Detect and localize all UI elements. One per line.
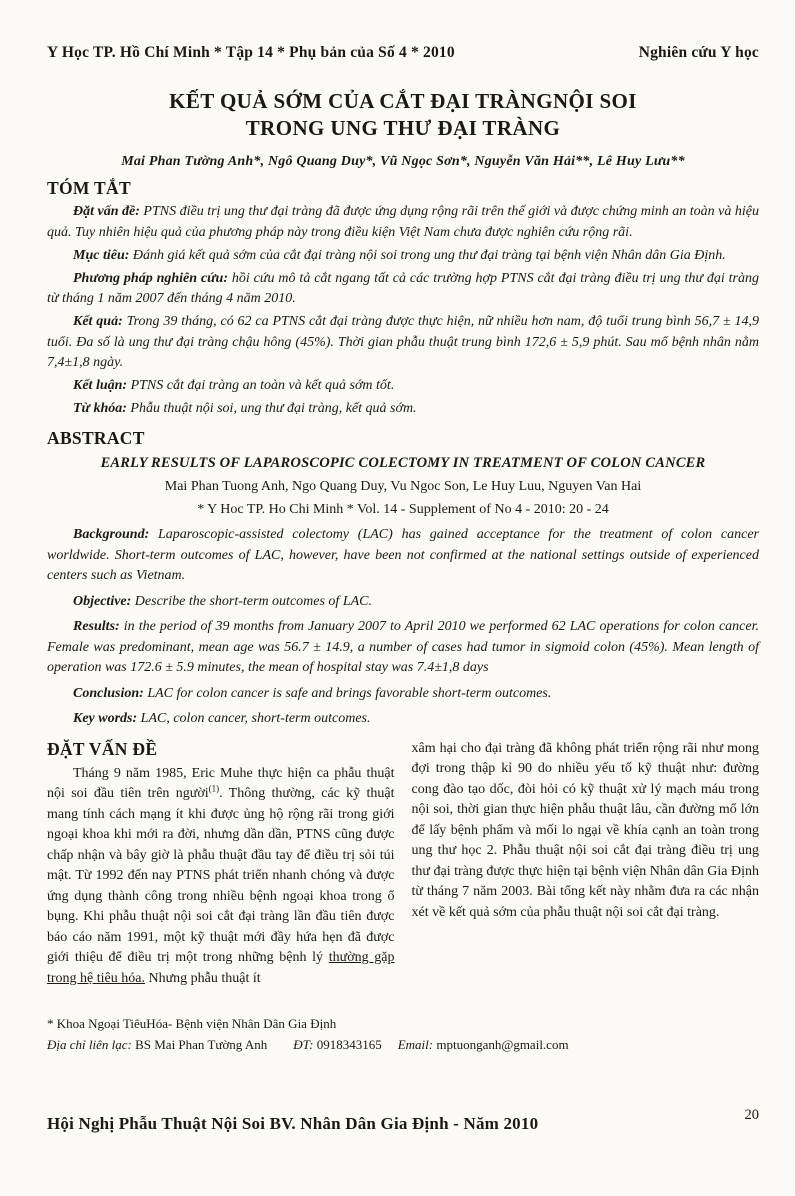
tomtat-paragraph <box>47 269 759 310</box>
intro-right-column <box>412 739 760 990</box>
footnote-contact <box>47 1034 759 1055</box>
paragraph-label: Conclusion: <box>73 685 144 701</box>
email-address: mptuonganh@gmail.com <box>436 1037 569 1052</box>
abstract-paragraph <box>47 592 759 613</box>
paragraph-label: Phương pháp nghiên cứu: <box>73 270 228 286</box>
paragraph-label: Mục tiêu: <box>73 247 130 263</box>
abstract-authors-english: Mai Phan Tuong Anh, Ngo Quang Duy, Vu Ngoc Son, Le Huy Luu, Nguyen Van Hai <box>164 479 642 494</box>
authors-line: Mai Phan Tường Anh*, Ngô Quang Duy*, Vũ Ngọc Sơn*, Nguyễn Văn Hải**, Lê Huy Lưu** <box>121 154 685 169</box>
paragraph-text: Đánh giá kết quả sớm của cắt đại tràng nội soi trong ung thư đại tràng tại bệnh viện Nhân dân Gia Định. <box>132 247 726 263</box>
article-title-line2: TRONG UNG THƯ ĐẠI TRÀNG <box>245 116 561 140</box>
abstract-paragraph <box>47 617 759 679</box>
email-label: Email: <box>397 1037 434 1052</box>
tomtat-paragraph <box>47 376 759 397</box>
intro-two-column-section <box>47 739 759 990</box>
abstract-citation: * Y Hoc TP. Ho Chi Minh * Vol. 14 - Supplement of No 4 - 2010: 20 - 24 <box>197 502 609 517</box>
page-footer <box>47 1107 759 1134</box>
paragraph-label: Từ khóa: <box>73 401 127 416</box>
tomtat-paragraph <box>47 312 759 374</box>
journal-section-label: Nghiên cứu Y học <box>638 44 759 61</box>
journal-citation: Y Học TP. Hồ Chí Minh * Tập 14 * Phụ bản của Số 4 * 2010 <box>47 44 455 61</box>
intro-text-part: Nhưng phẫu thuật ít <box>148 970 261 986</box>
conference-title: Hội Nghị Phẫu Thuật Nội Soi BV. Nhân Dân Gia Định - Năm 2010 <box>47 1114 539 1133</box>
paragraph-label: Objective: <box>73 593 132 609</box>
phone-label: ĐT: <box>293 1037 314 1052</box>
abstract-english-title: EARLY RESULTS OF LAPAROSCOPIC COLECTOMY IN TREATMENT OF COLON CANCER <box>100 455 706 471</box>
paragraph-text: hồi cứu mô tả cắt ngang tất cả các trường hợp PTNS cắt đại tràng điều trị ung thư đại tràng từ tháng 1 năm 2007 đến tháng 4 năm 2010. <box>47 270 760 306</box>
intro-paragraph-right: xâm hại cho đại tràng đã không phát triển rộng rãi như mong đợi trong thập kỉ 90 do nhiều yếu tố kỹ thuật như: đường cong đào tạo dốc, đòi hỏi có kỹ thuật xử lý mạch máu trong nội soi, thời gian thực hiện phẫu thuật lâu, cần đường mổ lớn để lấy bệnh phẩm và mối lo ngại về khía cạnh an toàn trong ung thư học 2. Phẫu thuật nội soi cắt đại tràng điều trị ung thư đại tràng được thực hiện tại bệnh viện Nhân dân Gia Định từ tháng 7 năm 2003. Bài tổng kết này nhằm đưa ra các nhận xét về kết quả sớm của phẫu thuật nội soi cắt đại tràng. <box>411 740 759 920</box>
paragraph-text: Phẫu thuật nội soi, ung thư đại tràng, kết quả sớm. <box>130 401 417 416</box>
contact-name: BS Mai Phan Tường Anh <box>135 1037 268 1052</box>
page-number: 20 <box>744 1107 759 1123</box>
paragraph-label: Background: <box>73 527 150 542</box>
paragraph-text: Describe the short-term outcomes of LAC. <box>134 593 372 609</box>
intro-left-column <box>47 739 395 990</box>
running-head <box>47 44 759 62</box>
reference-superscript: (1) <box>208 783 220 794</box>
paragraph-label: Đặt vấn đề: <box>73 204 140 219</box>
paragraph-text: LAC, colon cancer, short-term outcomes. <box>140 711 371 726</box>
abstract-paragraph <box>47 684 759 705</box>
footnotes-block <box>47 1013 759 1055</box>
paragraph-text: Laparoscopic-assisted colectomy (LAC) has gained acceptance for the treatment of colon cancer worldwide. Short-term outcomes of LAC, however, have been not confirmed at the national settings outside of experienced centers such as Vietnam. <box>47 527 759 583</box>
abstract-paragraph <box>47 709 759 730</box>
heading-tom-tat: TÓM TẮT <box>47 178 131 198</box>
paragraph-text: PTNS điều trị ung thư đại tràng đã được ứng dụng rộng rãi trên thế giới và được chứng minh an toàn và hiệu quả. Tuy nhiên hiệu quả của phương pháp này trong điều kiện Việt Nam chưa được nghiên cứu rộng rãi. <box>47 204 759 240</box>
paragraph-text: Trong 39 tháng, có 62 ca PTNS cắt đại tràng được thực hiện, nữ nhiều hơn nam, độ tuổi trung bình 56,7 ± 14,9 tuổi. Đa số là ung thư đại tràng chậu hông (45%). Thời gian phẫu thuật trung bình 172,6 ± 5,9 phút. Sau mổ bệnh nhân nằm 7,4±1,8 ngày. <box>47 314 760 370</box>
article-title <box>47 88 759 142</box>
heading-abstract: ABSTRACT <box>47 428 145 448</box>
article-title-line1: KẾT QUẢ SỚM CỦA CẮT ĐẠI TRÀNGNỘI SOI <box>169 89 637 113</box>
paragraph-text: LAC for colon cancer is safe and brings favorable short-term outcomes. <box>147 685 552 701</box>
tomtat-paragraph <box>47 246 759 267</box>
intro-text-part: Tháng 9 năm 1985, Eric Muhe thực hiện ca phẫu thuật nội soi đầu tiên trên người <box>47 765 395 801</box>
paragraph-label: Key words: <box>73 711 138 726</box>
intro-text-part: . Thông thường, các kỹ thuật mang tính cách mạng ít khi được ủng hộ rộng rãi trong giới ngoại khoa khi mới ra đời, nhưng dần dần, PTNS cũng được chấp nhận và bây giờ là phẫu thuật đầu tay để điều trị sỏi túi mật. Từ 1992 đến nay PTNS phát triển nhanh chóng và được ứng dụng thành công trong nhiều bệnh ngoại khoa trong ổ bụng. Khi phẫu thuật nội soi cắt đại tràng lần đầu tiên được báo cáo năm 1991, một kỹ thuật mới đầy hứa hẹn đã được giới thiệu để điều trị một trong những bệnh lý <box>47 786 395 965</box>
tomtat-paragraph <box>47 202 759 243</box>
tomtat-paragraph <box>47 399 759 420</box>
phone-number: 0918343165 <box>316 1037 382 1052</box>
paragraph-text: in the period of 39 months from January 2007 to April 2010 we performed 62 LAC operations for colon cancer. Female was predominant, mean age was 56.7 ± 14.9, a number of cases had tumor in sigmoid colon (45%). Mean length of operation was 172.6 ± 5.9 minutes, the mean of hospital stay was 7.4±1,8 days <box>47 619 760 675</box>
footnote-affiliation: * Khoa Ngoại TiêuHóa- Bệnh viện Nhân Dân Gia Định <box>47 1016 337 1031</box>
paragraph-text: PTNS cắt đại tràng an toàn và kết quả sớm tốt. <box>130 378 395 393</box>
contact-label: Địa chỉ liên lạc: <box>47 1037 132 1052</box>
paragraph-label: Results: <box>73 619 120 634</box>
paragraph-label: Kết quả: <box>73 314 123 329</box>
intro-paragraph-left <box>47 764 395 990</box>
heading-dat-van-de: ĐẶT VẤN ĐỀ <box>47 738 158 759</box>
paragraph-label: Kết luận: <box>73 378 128 393</box>
underlined-phrase: thường gặp trong hệ tiêu hóa. <box>47 950 395 986</box>
abstract-paragraph <box>47 525 759 587</box>
